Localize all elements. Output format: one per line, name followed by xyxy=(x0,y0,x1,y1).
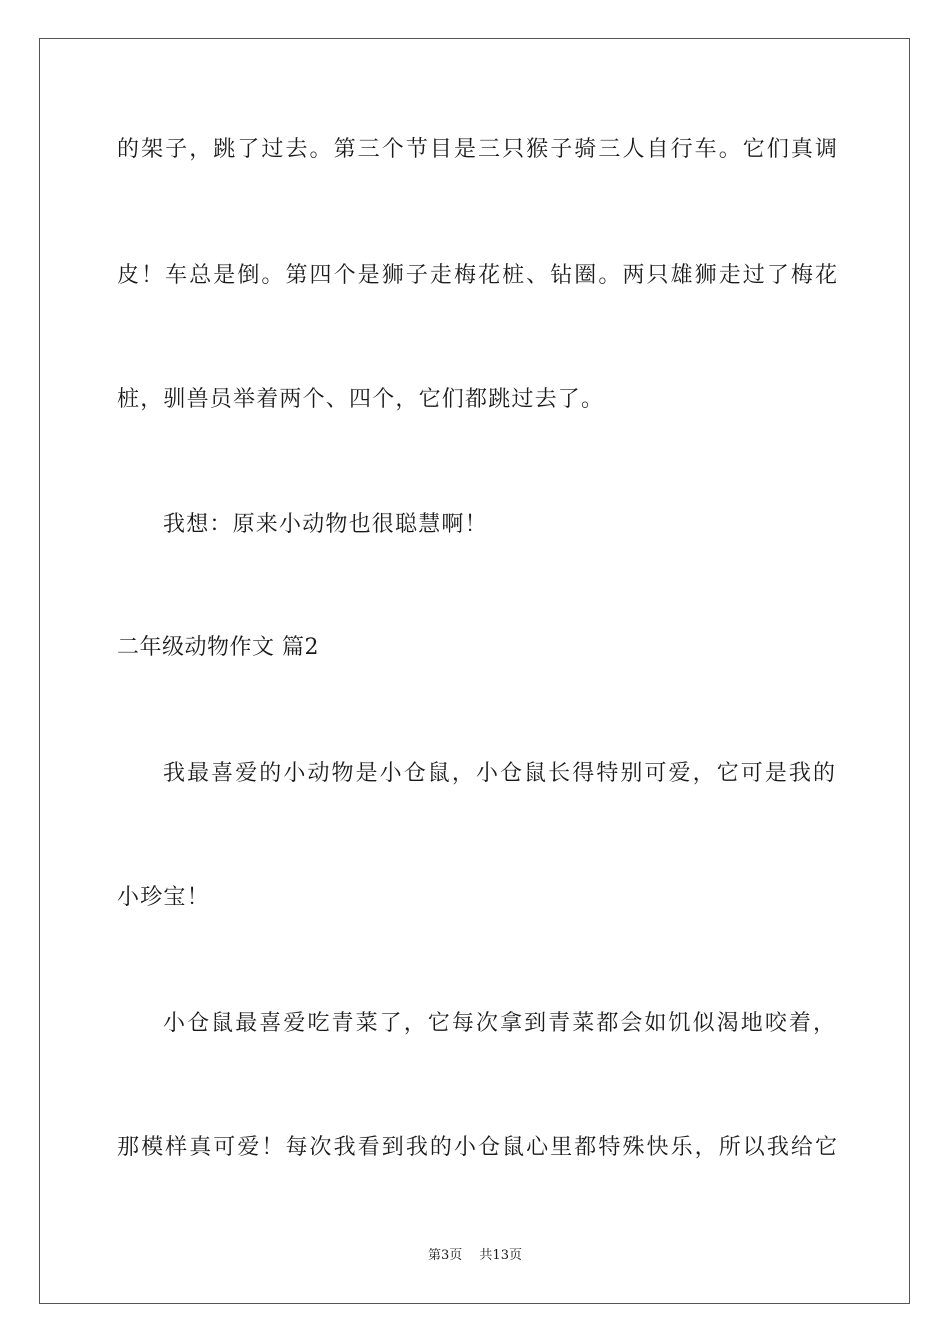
page-number: 第3页 共13页 xyxy=(428,1248,522,1263)
paragraph-line: 小珍宝！ xyxy=(117,885,210,910)
paragraph-line: 我想：原来小动物也很聪慧啊！ xyxy=(163,512,488,537)
paragraph-line: 我最喜爱的小动物是小仓鼠，小仓鼠长得特别可爱，它可是我的 xyxy=(163,761,835,786)
section-heading: 二年级动物作文 篇2 xyxy=(117,635,319,660)
paragraph-line: 那模样真可爱！每次我看到我的小仓鼠心里都特殊快乐，所以我给它 xyxy=(117,1135,837,1160)
page-border xyxy=(39,38,910,1304)
paragraph-line: 小仓鼠最喜爱吃青菜了，它每次拿到青菜都会如饥似渴地咬着， xyxy=(163,1011,835,1036)
paragraph-line: 皮！车总是倒。第四个是狮子走梅花桩、钻圈。两只雄狮走过了梅花 xyxy=(117,263,837,288)
paragraph-line: 的架子，跳了过去。第三个节目是三只猴子骑三人自行车。它们真调 xyxy=(117,137,837,162)
paragraph-line: 桩，驯兽员举着两个、四个，它们都跳过去了。 xyxy=(117,387,605,412)
